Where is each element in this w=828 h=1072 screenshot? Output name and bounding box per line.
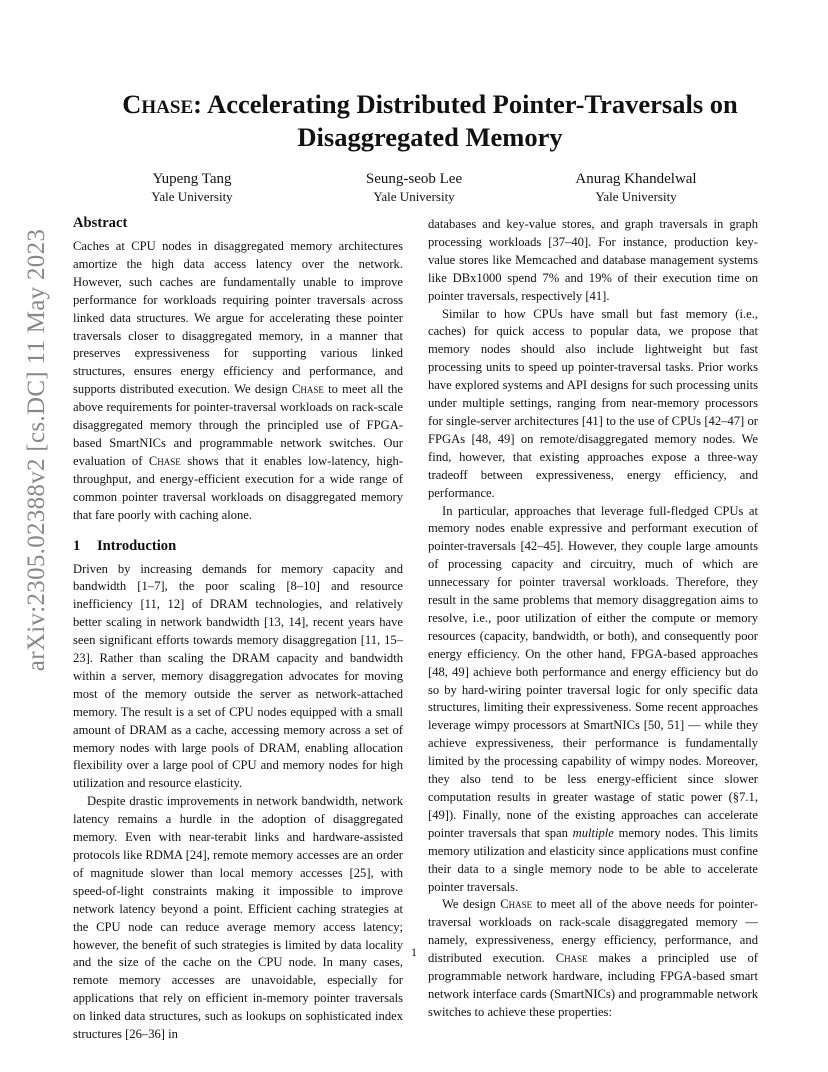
right-paragraph-3 xyxy=(428,503,758,897)
title-system-name: Chase xyxy=(122,89,194,119)
right-paragraph-4-text-b: to meet all of the above needs for pointer-traversal workloads on rack-scale disaggregated memory — namely, expressiveness, energy efficiency, performance, and distributed execution. xyxy=(428,897,758,966)
title-line2: Disaggregated Memory xyxy=(297,122,563,152)
introduction-heading xyxy=(73,537,403,555)
section-number: 1 xyxy=(73,537,81,554)
right-paragraph-4-text-c: makes a principled use of programmable network hardware, including FPGA-based smart network interface cards (SmartNICs) and programmable network switches to achieve these properties: xyxy=(428,951,758,1019)
right-paragraph-2: Similar to how CPUs have small but fast memory (i.e., caches) for quick access to popular data, we propose that memory nodes should also include lightweight but fast processing units to speed up pointer-traversal tasks. Prior works have explored systems and API designs for such processing units under multiple settings, ranging from near-memory processors for single-server architectures [41] to the use of CPUs [42–47] or FPGAs [48, 49] on remote/disaggregated memory nodes. We find, however, that existing approaches expose a three-way tradeoff between expressiveness, energy efficiency, and performance. xyxy=(428,306,758,500)
page-number: 1 xyxy=(411,945,417,959)
emphasis-multiple: multiple xyxy=(572,825,614,840)
author-name: Anurag Khandelwal xyxy=(575,171,697,187)
intro-paragraph-2: Despite drastic improvements in network bandwidth, network latency remains a hurdle in the adoption of disaggregated memory. Even with near-terabit links and hardware-assisted protocols like RDMA [24], remote memory accesses are an order of magnitude slower than local memory accesses [25], with speed-of-light constraints making it impossible to improve network latency beyond a point. Efficient caching strategies at the CPU node can reduce average memory access latency; however, the benefit of such strategies is limited by data locality and the size of the cache on the CPU node. In many cases, remote memory accesses are unavoidable, especially for applications that rely on efficient in-memory pointer traversals on linked data structures, such as lookups on sophisticated index structures [26–36] in xyxy=(73,794,403,1042)
right-paragraph-3-text-b: memory nodes. This limits memory utilization and elasticity since applications must confine their data to a single memory node to be able to accelerate pointer traversals. xyxy=(428,825,758,894)
system-name: Chase xyxy=(291,382,324,397)
right-paragraph-1: databases and key-value stores, and graph traversals in graph processing workloads [37–40]. For instance, production key-value stores like Memcached and database management systems like DBx1000 spend 7% and 19% of their execution time on pointer traversals, respectively [41]. xyxy=(428,217,758,303)
right-paragraph-3-text-a: In particular, approaches that leverage full-fledged CPUs at memory nodes enable expressive and performant execution of pointer-traversals [42–45]. However, they couple large amounts of processing capacity and circuitry, much of which are unnecessary for pointer traversal workloads. Therefore, they result in the same problems that memory disaggregation aims to resolve, i.e., poor utilization of either the compute or memory resources (capacity, bandwidth, or both), and consequently poor energy efficiency. On the other hand, FPGA-based approaches [48, 49] achieve both performance and energy efficiency but do so by hard-wiring pointer traversal logic for only specific data structures, limiting their expressiveness. Some recent approaches leverage wimpy processors at SmartNICs [50, 51] — while they achieve expressiveness, their performance is fundamentally limited by the processing capability of wimpy nodes. Moreover, they also tend to be less energy-efficient since slower computation results in greater wastage of static power (§7.1, [49]). Finally, none of the existing approaches can accelerate pointer traversals that span xyxy=(428,503,758,840)
author-name: Seung-seob Lee xyxy=(365,171,463,187)
arxiv-identifier: arXiv:2305.02388v2 [cs.DC] 11 May 2023 xyxy=(23,228,50,672)
abstract-text-3: shows that it enables low-latency, high-throughput, and energy-efficient execution for a wide range of common pointer traversal workloads on disaggregated memory that fare poorly with caching alone. xyxy=(73,453,403,522)
section-title: Introduction xyxy=(97,537,177,554)
right-column xyxy=(428,216,758,1022)
paper-title xyxy=(70,88,790,154)
arxiv-sidebar xyxy=(17,210,57,690)
right-paragraph-4-text-a: We design xyxy=(442,897,501,912)
left-column xyxy=(73,214,403,1044)
system-name: Chase xyxy=(555,951,588,966)
author-2 xyxy=(314,170,514,205)
abstract-paragraph xyxy=(73,238,403,525)
title-line1-rest: : Accelerating Distributed Pointer-Traversals on xyxy=(193,89,738,119)
author-name: Yupeng Tang xyxy=(152,171,232,187)
system-name: Chase xyxy=(148,453,181,468)
abstract-text-2: to meet all the above requirements for pointer-traversal workloads on rack-scale disaggregated memory through the principled use of FPGA-based SmartNICs and programmable network switches. Our evaluation of xyxy=(73,382,404,468)
author-affiliation: Yale University xyxy=(595,189,677,204)
intro-paragraph-1: Driven by increasing demands for memory capacity and bandwidth [1–7], the poor scaling [8–10] and resource inefficiency [11, 12] of DRAM technologies, and relatively better scaling in network bandwidth [13, 14], recent years have seen significant efforts towards memory disaggregation [11, 15–23]. Rather than scaling the DRAM capacity and bandwidth within a server, memory disaggregation advocates for moving most of the memory outside the server as network-attached memory. The result is a set of CPU nodes equipped with a small amount of DRAM as a cache, accessing memory across a set of memory nodes with large pools of DRAM, enabling allocation flexibility over a large pool of CPU and memory nodes for high utilization and resource elasticity. xyxy=(73,561,403,791)
author-1 xyxy=(92,170,292,205)
system-name: Chase xyxy=(500,897,533,912)
author-affiliation: Yale University xyxy=(151,189,233,204)
author-affiliation: Yale University xyxy=(373,189,455,204)
abstract-heading: Abstract xyxy=(73,215,128,231)
abstract-text-1: Caches at CPU nodes in disaggregated memory architectures amortize the high data access latency over the network. However, such caches are fundamentally unable to improve performance for workloads requiring pointer traversals across linked data structures. We argue for accelerating these pointer traversals closer to disaggregated memory, in a manner that preserves expressiveness for supporting various linked structures, ensures energy efficiency and performance, and supports distributed execution. We design xyxy=(73,239,403,397)
author-3 xyxy=(536,170,736,205)
